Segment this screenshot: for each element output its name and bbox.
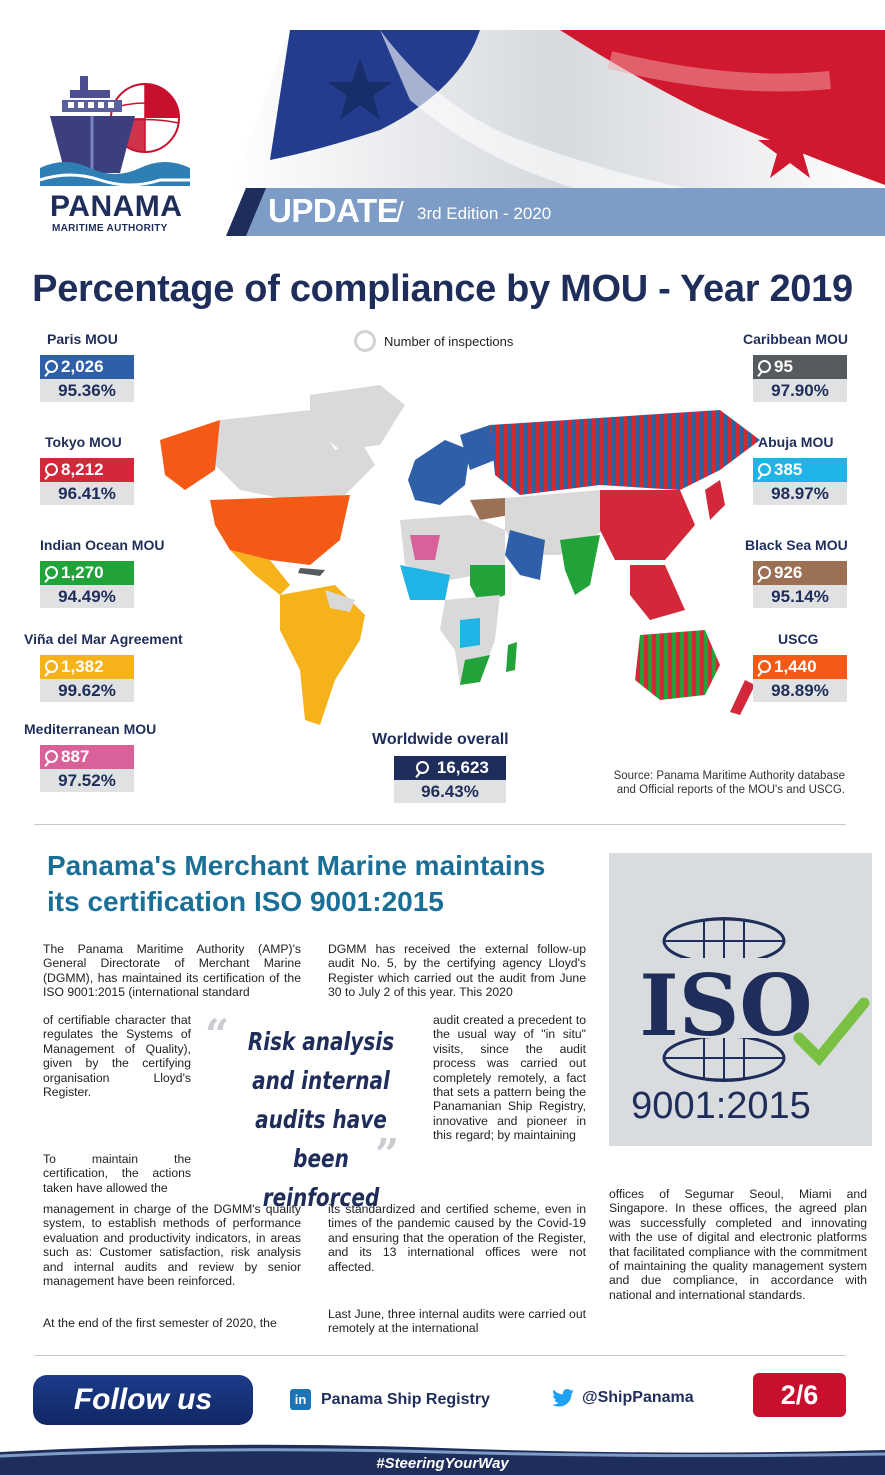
pull-quote: Risk analysis and internal audits have been reinforced <box>247 1027 395 1212</box>
mou-indian-ocean <box>40 537 164 608</box>
col2-last: Last June, three internal audits were carried out remotely at the international <box>328 1307 586 1336</box>
inspections-count: 1,382 <box>40 655 134 679</box>
mou-name: USCG <box>778 631 819 647</box>
hashtag: #SteeringYourWay <box>376 1455 509 1472</box>
magnifier-icon <box>758 566 771 579</box>
iso-certification-panel <box>609 853 872 1146</box>
worldwide-title: Worldwide overall <box>372 731 509 748</box>
search-circle-icon <box>354 330 376 352</box>
mou-abuja <box>758 434 847 505</box>
magnifier-icon <box>45 750 58 763</box>
mou-black-sea <box>745 537 848 608</box>
follow-us-button[interactable] <box>33 1375 253 1425</box>
compliance-percent: 95.36% <box>40 379 134 402</box>
inspections-count: 8,212 <box>40 458 134 482</box>
update-separator: / <box>396 196 404 227</box>
col3: offices of Segumar Seoul, Miami and Singapore. In these offices, the agreed plan was successfully completed and innovating with the use of digital and electronic platforms that facilitated compliance with the commitment of maintaining the quality management system and due compliance, in accordance with national and international standards. <box>609 1187 867 1302</box>
inspections-count: 1,440 <box>753 655 847 679</box>
legend-label: Number of inspections <box>384 333 514 349</box>
article-title-line-1: Panama's Merchant Marine maintains <box>47 850 546 881</box>
compliance-percent: 94.49% <box>40 585 134 608</box>
worldwide-box <box>394 756 506 803</box>
mou-name: Caribbean MOU <box>743 331 849 347</box>
compliance-percent: 98.89% <box>753 679 847 702</box>
col1-bottom: management in charge of the DGMM's quality system, to establish methods of performance evaluation and productivity indicators, in areas such as: Customer satisfaction, risk analysis and internal audits and review by senior management have been reinforced. <box>43 1202 301 1289</box>
inspections-count: 95 <box>753 355 847 379</box>
inspections-count: 926 <box>753 561 847 585</box>
mou-name: Viña del Mar Agreement <box>24 631 183 647</box>
compliance-percent: 95.14% <box>753 585 847 608</box>
col2-bottom: its standardized and certified scheme, even in times of the pandemic caused by the Covid-19 and ensuring that the operation of the Register, and its 13 international offices were not affected. <box>328 1202 586 1274</box>
mou-name: Indian Ocean MOU <box>40 537 165 553</box>
inspections-count: 2,026 <box>40 355 134 379</box>
mou-name: Paris MOU <box>47 331 118 347</box>
mou-name: Abuja MOU <box>758 434 834 450</box>
compliance-percent: 96.41% <box>40 482 134 505</box>
divider <box>34 824 846 825</box>
source-line-2: and Official reports of the MOU's and USCG. <box>616 784 845 796</box>
magnifier-icon <box>758 463 771 476</box>
mou-vina-del-mar <box>24 631 183 702</box>
linkedin-link[interactable] <box>290 1389 490 1410</box>
col1-last: At the end of the first semester of 2020, the <box>43 1316 277 1330</box>
mou-name: Black Sea MOU <box>745 537 848 553</box>
linkedin-label: Panama Ship Registry <box>321 1390 490 1408</box>
col1-top: The Panama Maritime Authority (AMP)'s General Directorate of Merchant Marine (DGMM), has maintained its certification of the ISO 9001:2015 (international standard <box>43 942 301 1000</box>
mou-name: Mediterranean MOU <box>24 721 157 737</box>
magnifier-icon <box>758 360 771 373</box>
magnifier-icon <box>45 566 58 579</box>
page-number: 2/6 <box>753 1373 846 1417</box>
magnifier-icon <box>416 761 429 774</box>
logo-subtitle: MARITIME AUTHORITY <box>52 223 168 234</box>
twitter-handle: @ShipPanama <box>582 1389 694 1406</box>
open-quote-icon: “ <box>205 1010 230 1059</box>
magnifier-icon <box>758 660 771 673</box>
inspections-count: 385 <box>753 458 847 482</box>
col2-top: DGMM has received the external follow-up audit No. 5, by the certifying agency Lloyd's Register which carried out the audit from June 30 to July 2 of this year. This 2020 <box>328 942 586 1000</box>
map-section-title: Percentage of compliance by MOU - Year 2019 <box>32 268 853 310</box>
logo-title: PANAMA <box>50 190 183 223</box>
col1-narrow-2: To maintain the certification, the actions taken have allowed the <box>43 1152 191 1195</box>
mou-uscg <box>771 631 847 702</box>
update-label: UPDATE <box>268 192 399 229</box>
world-map <box>160 380 770 740</box>
iso-number: 9001:2015 <box>631 1085 811 1127</box>
col2-narrow: audit created a precedent to the usual way of "in situ" visits, since the audit process was carried out completely remotely, a fact that sets a pattern being the Panamanian Ship Registry, innovative and pioneer in this regard; by maintaining <box>433 1013 586 1143</box>
worldwide-compliance: 96.43% <box>394 780 506 803</box>
mou-mediterranean <box>24 721 156 792</box>
mou-caribbean <box>743 331 848 402</box>
magnifier-icon <box>45 463 58 476</box>
iso-logo-text: ISO <box>639 956 813 1055</box>
twitter-icon <box>552 1389 574 1407</box>
mou-paris <box>47 331 134 402</box>
worldwide-inspections: 16,623 <box>394 756 506 780</box>
inspections-count: 887 <box>40 745 134 769</box>
inspections-count: 1,270 <box>40 561 134 585</box>
linkedin-icon: in <box>290 1389 311 1410</box>
magnifier-icon <box>45 360 58 373</box>
close-quote-icon: ” <box>375 1130 400 1179</box>
mou-name: Tokyo MOU <box>45 434 122 450</box>
source-line-1: Source: Panama Maritime Authority database <box>613 770 845 782</box>
divider <box>34 1355 846 1356</box>
magnifier-icon <box>45 660 58 673</box>
twitter-link[interactable] <box>552 1389 694 1407</box>
iso-logo <box>609 853 872 1146</box>
inspections-legend <box>354 330 513 352</box>
compliance-percent: 97.90% <box>753 379 847 402</box>
follow-us-label: Follow us <box>73 1383 213 1416</box>
edition-label: 3rd Edition - 2020 <box>417 204 552 223</box>
compliance-percent: 99.62% <box>40 679 134 702</box>
compliance-percent: 98.97% <box>753 482 847 505</box>
article-title-line-2: its certification ISO 9001:2015 <box>47 886 444 917</box>
header <box>0 0 885 245</box>
compliance-percent: 97.52% <box>40 769 134 792</box>
mou-tokyo <box>45 434 134 505</box>
source-note <box>614 769 845 797</box>
article-title <box>47 848 607 920</box>
col1-narrow: of certifiable character that regulates the Systems of Management of Quality), given by the certifying organisation Lloyd's Register. <box>43 1013 191 1100</box>
